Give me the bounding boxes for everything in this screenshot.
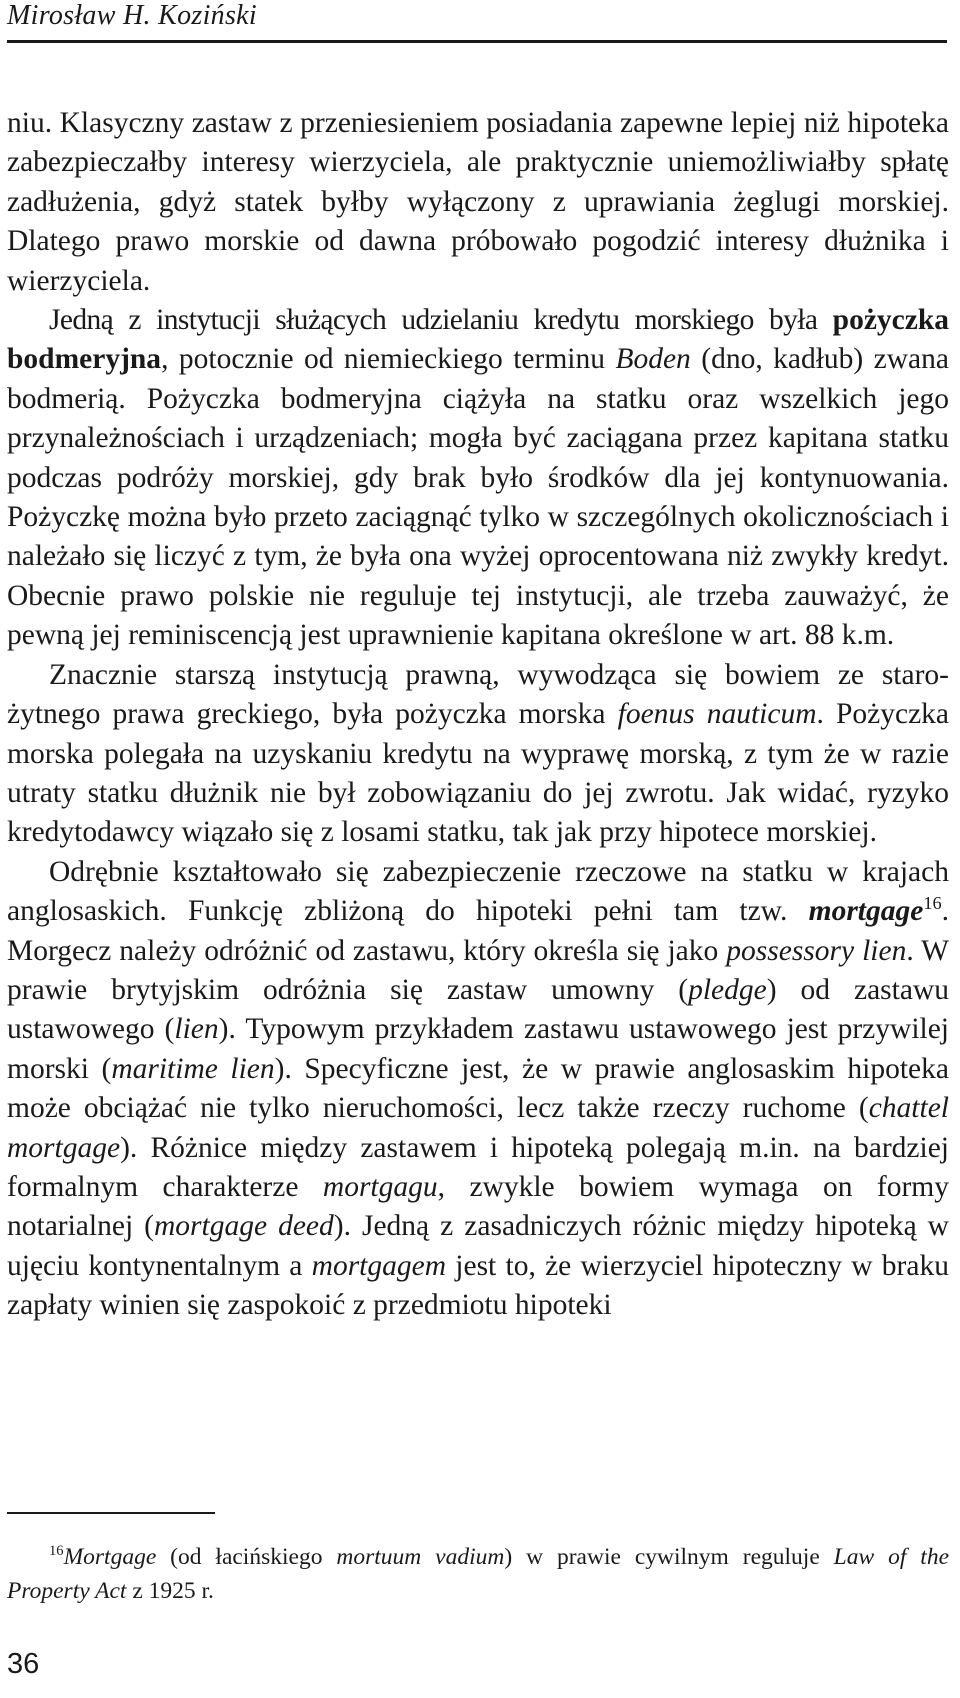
text-run: ). Różnice między zastawem i hipoteką polegają m.in. na bardziej formalnym charakterze (7, 1131, 949, 1203)
text-run: . Pożyczka morska polegała na uzyskaniu kredytu na wyprawę morską, z tym że w razie utraty statku dłużnik nie był zobowiązaniu do jej zwrotu. Jak widać, ryzyko kredytodawcy wiązało się z losami statku, tak jak przy hipotece morskiej. (7, 698, 950, 849)
text-run: Jedną z instytucji służących udzielaniu kredytu morskiego była (49, 304, 833, 337)
text-run: ). Specyficzne jest, że w prawie anglosaskim hipoteka może obciążać nie tylko nieruchomości, lecz także rzeczy ruchome ( (7, 1052, 949, 1125)
footnote-ref: 16 (923, 893, 942, 914)
paragraph-2 (7, 301, 949, 656)
text-run: jest to, że wierzyciel hipoteczny w braku zapłaty winien się zaspokoić z przedmiotu hipoteki (7, 1249, 949, 1322)
term-mortgage-deed: mortgage deed (153, 1210, 334, 1243)
term-mortuum-vadium: mortuum vadium (336, 1544, 505, 1570)
text-run: , zwykle bowiem wymaga on formy notarialnej ( (7, 1170, 950, 1243)
term-mortgagem: mortgagem (311, 1249, 447, 1282)
paragraph-1: niu. Klasyczny zastaw z przeniesieniem posiadania zapewne lepiej niż hipoteka zabezpieczałby interesy wierzyciela, ale praktycznie uniemożliwiałby spłatę zadłużenia, gdyż statek byłby wyłączony z uprawiania żeglugi morskiej. Dlatego prawo morskie od dawna próbowało pogodzić interesy dłużnika i wierzyciela. (7, 107, 949, 297)
text-run: (od łacińskiego (156, 1544, 337, 1570)
term-lien: lien (174, 1013, 219, 1046)
term-mortgage: Mortgage (63, 1544, 157, 1570)
text-run: . Morgecz należy odróżnić od zastawu, który określa się jako (7, 895, 949, 967)
running-head (7, 0, 947, 43)
text-run: z 1925 r. (126, 1578, 214, 1604)
page-number: 36 (7, 1648, 40, 1680)
term-pledge: pledge (688, 973, 767, 1006)
term-maritime-lien: maritime lien (111, 1052, 275, 1085)
term-foenus-nauticum: foenus nauticum (617, 698, 817, 731)
author-name: Mirosław H. Koziński (7, 0, 257, 31)
text-run: Znacznie starszą instytucją prawną, wywodząca się bowiem ze starożytnego prawa greckiego, była pożyczka morska (7, 658, 949, 731)
text-run: ). Typowym przykładem zastawu ustawowego jest przywilej morski ( (7, 1013, 949, 1085)
term-boden: Boden (615, 343, 691, 376)
term-mortgage: mortgage (808, 895, 924, 928)
term-mortgagu: mortgagu (322, 1170, 438, 1203)
paragraph-3 (7, 656, 949, 853)
text-run: (dno, kadłub) zwana bodmerią. Pożyczka bodmeryjna ciążyła na statku oraz wszelkich jego przynależnościach i urządzeniach; mogła być zaciągana przez kapitana statku podczas podróży morskiej, gdy brak było środków dla jej kontynuowania. Pożyczkę można było przeto zaciągnąć tylko w szczególnych okolicznościach i należało się liczyć z tym, że była ona wyżej oprocentowana niż zwykły kredyt. Obecnie prawo polskie nie reguluje tej instytucji, ale trzeba zauważyć, że pewną jej reminiscencją jest uprawnienie kapitana określone w art. 88 k.m. (7, 343, 949, 652)
term-possessory-lien: possessory lien (726, 934, 907, 967)
term-chattel-mortgage: chattel mortgage (7, 1092, 949, 1164)
term-law-of-property-act: Law of the Property Act (7, 1544, 949, 1604)
body-text (7, 104, 949, 1326)
text-run: . W prawie brytyjskim odróżnia się zastaw umowny ( (7, 934, 949, 1006)
footnote-number: 16 (49, 1543, 64, 1560)
text-run: ) od zastawu ustawowego ( (7, 973, 949, 1046)
text-run: , potocznie od niemieckiego terminu (161, 343, 616, 376)
footnote-divider (7, 1512, 215, 1514)
paragraph-4 (7, 853, 949, 1326)
term-bodmeryjna: pożyczka bodmeryjna (7, 304, 949, 376)
text-run: ) w prawie cywilnym reguluje (504, 1544, 834, 1570)
footnote-16 (7, 1540, 949, 1608)
text-run: ). Jedną z zasadniczych różnic między hipoteką w ujęciu kontynentalnym a (7, 1210, 949, 1282)
text-run: Odrębnie kształtowało się zabezpieczenie rzeczowe na statku w krajach anglosaskich. Funkcję zbliżoną do hipoteki pełni tam tzw. (7, 855, 949, 928)
